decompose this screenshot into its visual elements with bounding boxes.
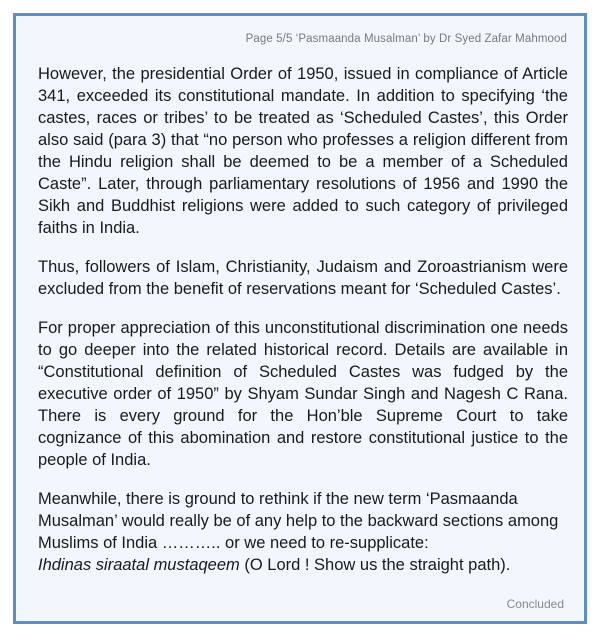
footer-concluded: Concluded [506, 597, 564, 611]
page-header: Page 5/5 ‘Pasmaanda Musalman’ by Dr Syed Zafar Mahmood [245, 33, 567, 45]
paragraph-excluded-religions: Thus, followers of Islam, Christianity, Judaism and Zoroastrianism were excluded from the benefit of reservations meant for ‘Scheduled Castes’. [38, 258, 568, 298]
supplication-translation: (O Lord ! Show us the straight path). [239, 556, 511, 574]
supplication-italic: Ihdinas siraatal mustaqeem [38, 556, 240, 574]
paragraph-conclusion [38, 488, 568, 576]
paragraph-historical-record: For proper appreciation of this unconstitutional discrimination one needs to go deeper into the related historical record. Details are available in “Constitutional definition of Scheduled Castes was fudged by the executive order of 1950” by Shyam Sundar Singh and Nagesh C Rana. There is every ground for the Hon’ble Supreme Court to take cognizance of this abomination and restore constitutional justice to the people of India. [38, 319, 568, 469]
article-body [38, 63, 568, 576]
paragraph-presidential-order: However, the presidential Order of 1950, issued in compliance of Article 341, exceeded its constitutional mandate. In addition to specifying ‘the castes, races or tribes’ to be treated as ‘Scheduled Castes’, this Order also said (para 3) that “no person who professes a religion different from the Hindu religion shall be deemed to be a member of a Scheduled Caste”. Later, through parliamentary resolutions of 1956 and 1990 the Sikh and Buddhist religions were added to such category of privileged faiths in India. [38, 65, 568, 237]
conclusion-text: Meanwhile, there is ground to rethink if the new term ‘Pasmaanda Musalman’ would really be of any help to the backward sections among Muslims of India ……….. or we need to re-supplicate: [38, 490, 559, 552]
page-frame [13, 13, 587, 624]
